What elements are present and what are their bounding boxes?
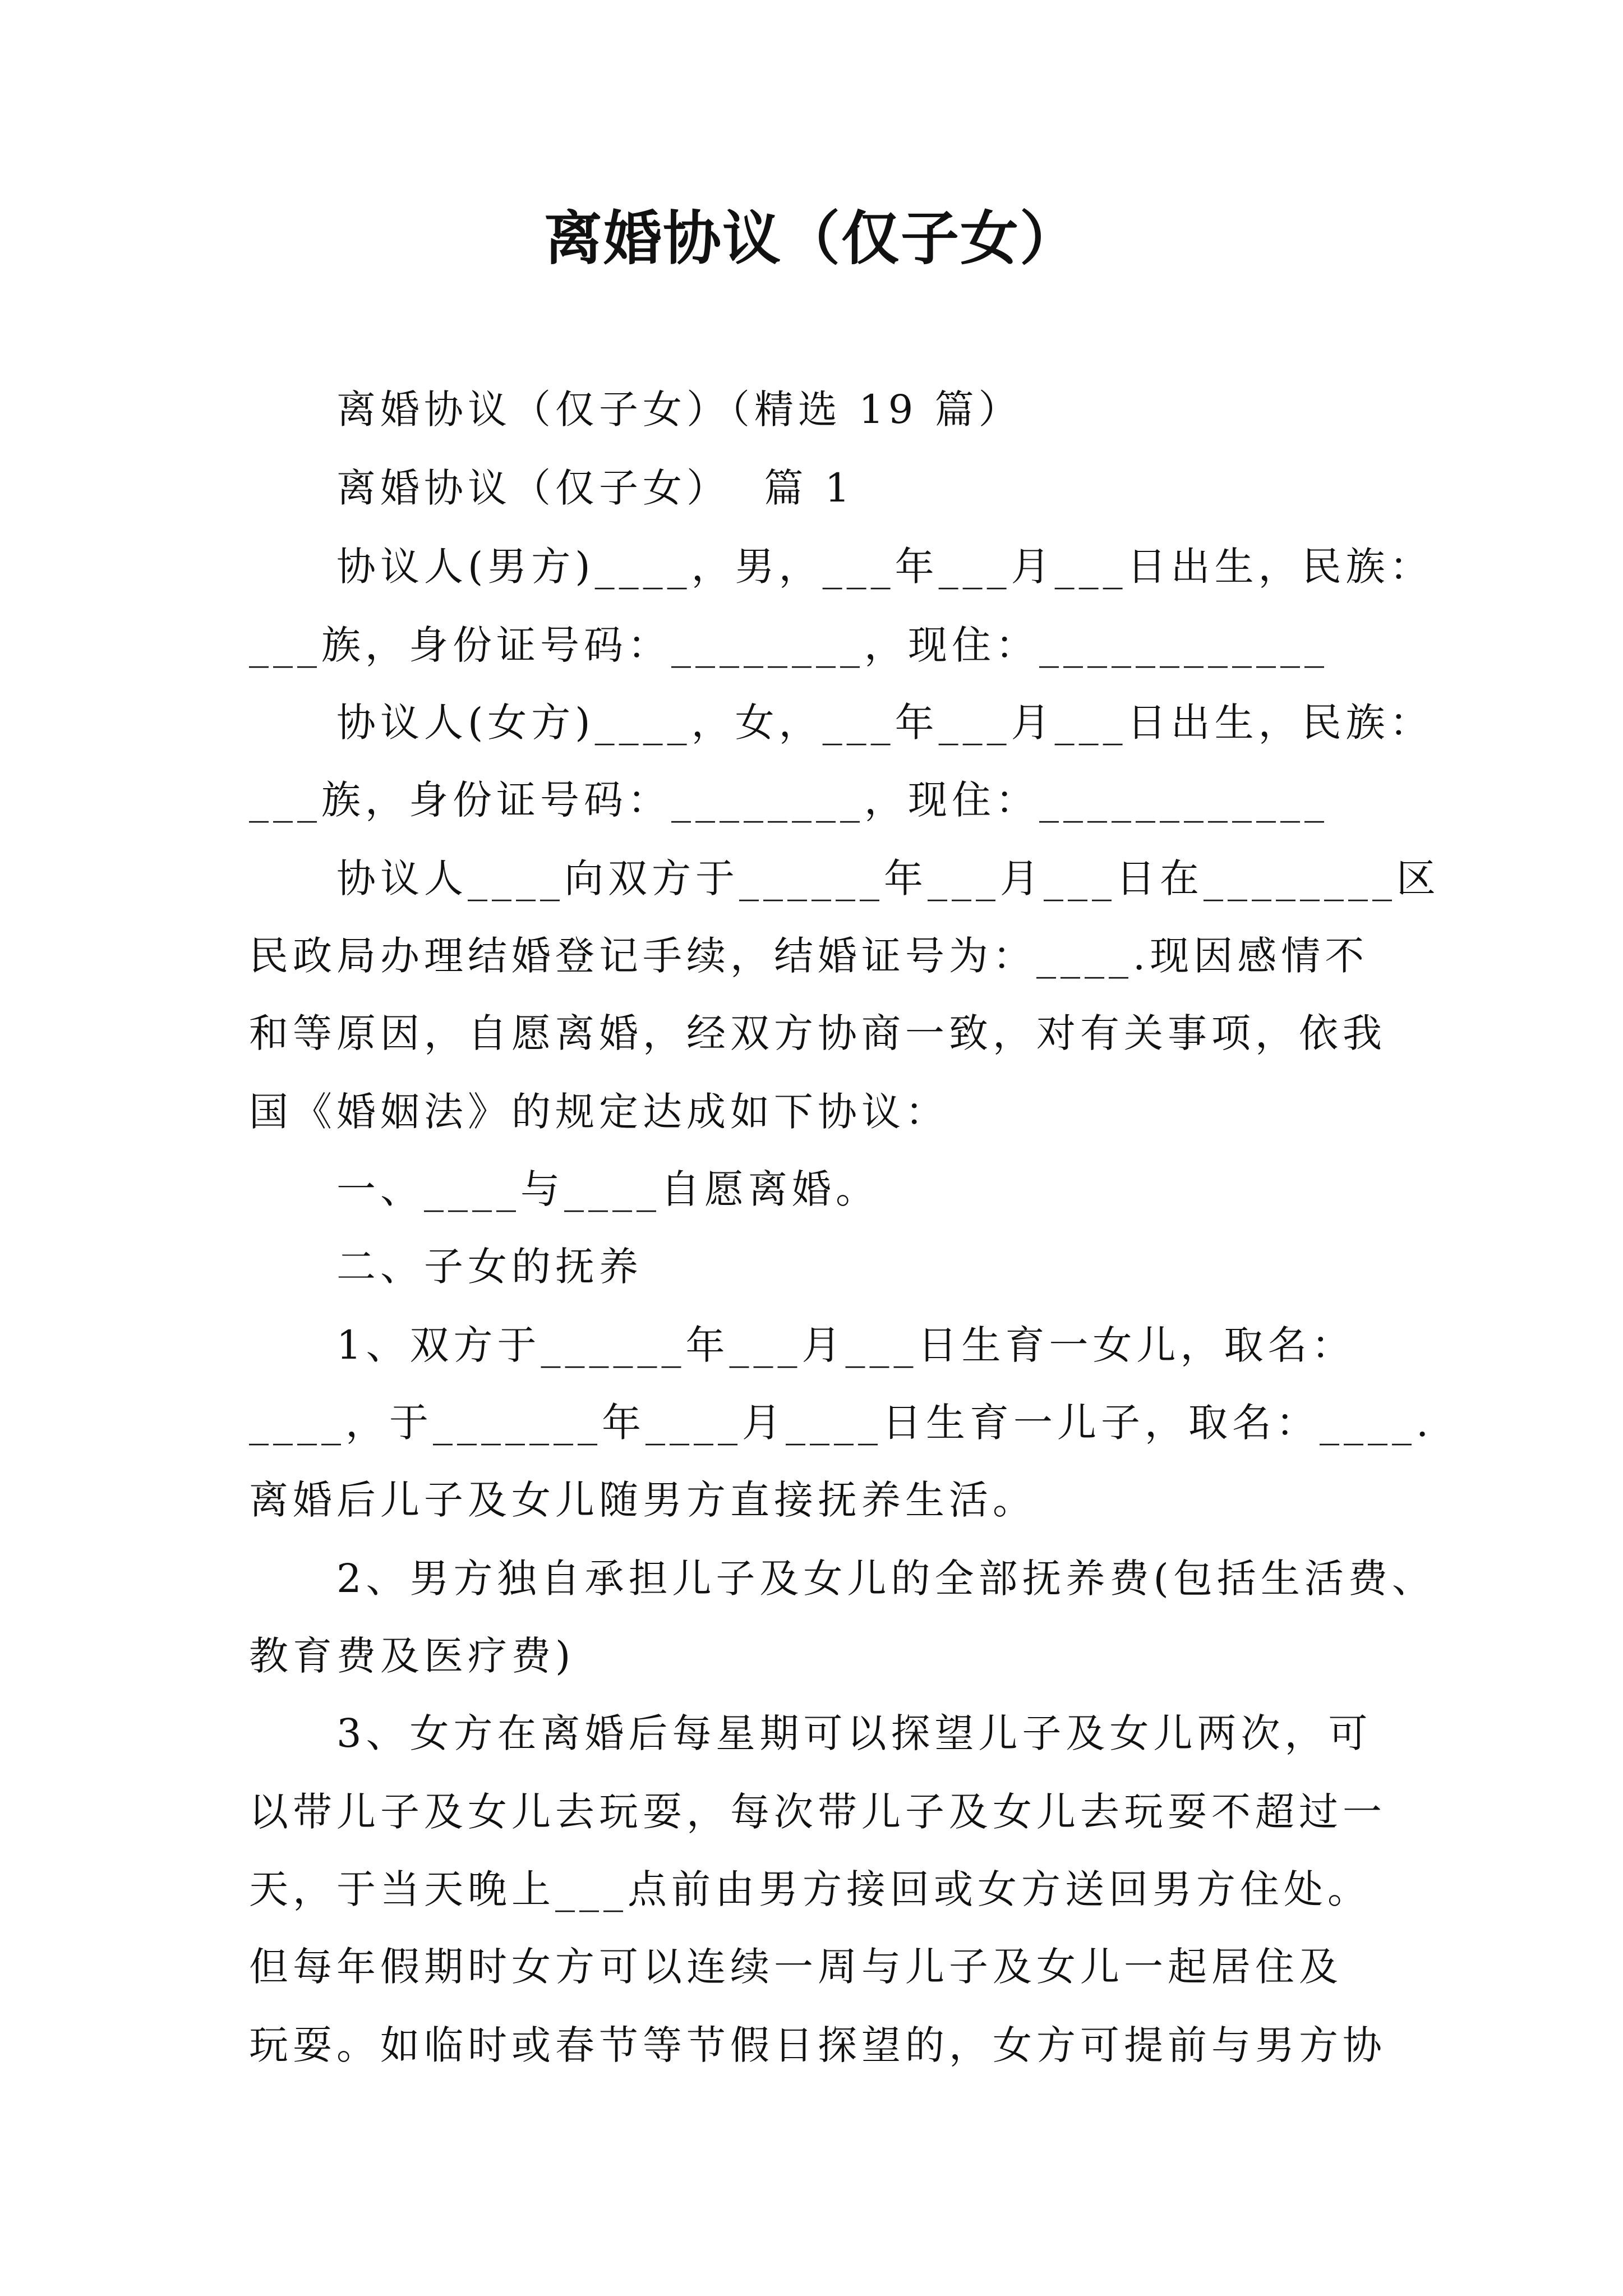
paragraph-line: 玩耍。如临时或春节等节假日探望的，女方可提前与男方协 xyxy=(249,2022,1386,2068)
document-title: 离婚协议（仅子女） xyxy=(543,204,1079,273)
paragraph-line: 1、双方于______年___月___日生育一女儿，取名： xyxy=(336,1322,1355,1368)
paragraph-line: 但每年假期时女方可以连续一周与儿子及女儿一起居住及 xyxy=(249,1944,1343,1990)
paragraph-line: 2、男方独自承担儿子及女儿的全部抚养费(包括生活费、 xyxy=(336,1556,1436,1602)
subtitle-line: 离婚协议（仅子女）（精选 19 篇） xyxy=(336,386,1022,432)
section-heading: 离婚协议（仅子女） 篇 1 xyxy=(336,465,855,511)
paragraph-line: 协议人(男方)____，男，___年___月___日出生，民族： xyxy=(336,544,1433,590)
paragraph-line: 一、____与____自愿离婚。 xyxy=(336,1166,879,1212)
paragraph-line: 离婚后儿子及女儿随男方直接抚养生活。 xyxy=(249,1477,1036,1523)
paragraph-line: 国《婚姻法》的规定达成如下协议： xyxy=(249,1089,949,1135)
paragraph-line: 教育费及医疗费) xyxy=(249,1633,575,1679)
paragraph-line: 天，于当天晚上___点前由男方接回或女方送回男方住处。 xyxy=(249,1866,1371,1912)
paragraph-line: 民政局办理结婚登记手续，结婚证号为：____.现因感情不 xyxy=(249,933,1369,979)
paragraph-line: 协议人____向双方于______年___月___日在________区 xyxy=(336,855,1440,901)
paragraph-line: 3、女方在离婚后每星期可以探望儿子及女儿两次，可 xyxy=(336,1710,1372,1756)
paragraph-line: 和等原因，自愿离婚，经双方协商一致，对有关事项，依我 xyxy=(249,1010,1386,1056)
paragraph-line: ___族，身份证号码：________，现住：____________ xyxy=(249,777,1329,823)
section-heading: 二、子女的抚养 xyxy=(336,1244,643,1290)
paragraph-line: ___族，身份证号码：________，现住：____________ xyxy=(249,622,1329,668)
paragraph-line: 协议人(女方)____，女，___年___月___日出生，民族： xyxy=(336,700,1433,746)
paragraph-line: 以带儿子及女儿去玩耍，每次带儿子及女儿去玩耍不超过一 xyxy=(249,1789,1386,1835)
paragraph-line: ____，于_______年____月____日生育一儿子，取名：____. xyxy=(249,1400,1433,1446)
